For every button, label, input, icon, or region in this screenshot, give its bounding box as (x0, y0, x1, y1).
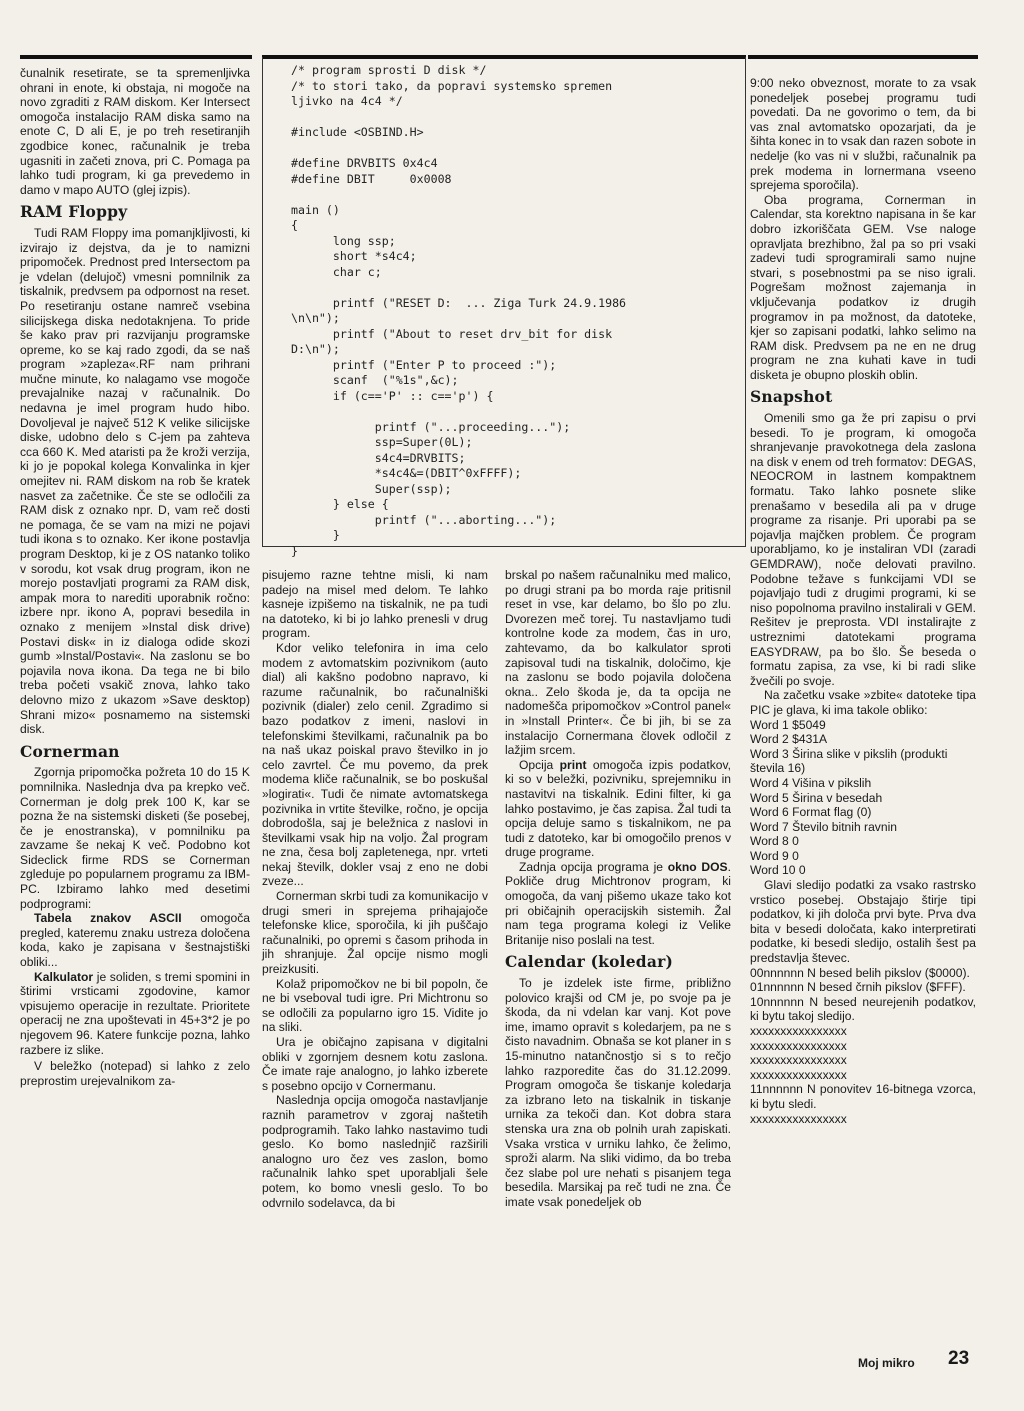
code-line: } (291, 543, 298, 558)
code-line: printf ("...proceeding..."); (291, 419, 571, 434)
col2-p1: pisujemo razne tehtne misli, ki nam padejo na misel med delom. Te lahko kasneje izpišemo na tiskalnik, ne pa tudi na datoteko, ki bi jo lahko prenesli v drug program. (262, 568, 488, 641)
column-1 (20, 66, 250, 1088)
code-line: Super(ssp); (291, 481, 452, 496)
code-line: ssp=Super(0L); (291, 435, 473, 449)
heading-snapshot: Snapshot (750, 387, 833, 407)
col4-snap-p2: Na začetku vsake »zbite« datoteke tipa PIC je glava, ki ima takole obliko: (750, 688, 976, 717)
col1-cornerman-paragraph: Zgornja pripomočka požreta 10 do 15 K pomnilnika. Naslednja dva pa krepko več. Cornerman je dolg prek 100 K, kar se pozna že na sistemski disketi (še posebej, če je enostranska), v pomnilniku pa zavzame še nekaj K več. Podobno kot Sideclick firme RDS se Cornerman zgleduje po popularnem programu za IBM-PC. Izbiramo lahko med desetimi podprogrami: (20, 765, 250, 911)
code-line: long ssp; (291, 233, 396, 248)
col4-code2: 01nnnnnn N besed črnih pikslov ($FFF). (750, 980, 966, 995)
code-line: printf ("RESET D: ... Ziga Turk 24.9.1986 (291, 295, 627, 310)
col1-ascii-paragraph (20, 911, 250, 969)
magazine-name: Moj mikro (858, 1356, 915, 1370)
code-line: *s4c4&=(DBIT^0xFFFF); (291, 466, 522, 480)
col4-p2: Oba programa, Cornerman in Calendar, sta korektno napisana in še kar dobro izkoriščata GEM. Vse naloge opravljata brezhibno, žal pa so pri vsaki zadevi tudi sprogramirali samo nujne stvari, s posebnostmi pa se niso igrali. Pogrešam možnost zajemanja in vključevanja podatkov iz drugih programov in pa možnost, da datoteke, kjer so zapisani podatki, lahko selimo na RAM disk. Predvsem pa ne en ne drug program ne zna kuhati kave in tudi disketa je obupno ploskih oblin. (750, 192, 976, 382)
code-line: \n\n"); (291, 311, 340, 325)
code-line: #define DBIT 0x0008 (291, 171, 452, 186)
pic-header-word: Word 5 Širina v besedah (750, 790, 883, 805)
ascii-label: Tabela znakov ASCII (34, 911, 182, 926)
code-line (291, 280, 745, 296)
code-line: #include <OSBIND.H> (291, 125, 424, 139)
code-line (291, 404, 745, 420)
dos-pre: Zadnja opcija programa je (519, 859, 668, 874)
code-text (291, 63, 745, 559)
col4-snap-p1: Omenili smo ga že pri zapisu o prvi besedi. To je program, ki omogoča shranjevanje pravokotnega dela zaslona na disk v enem od treh formatov: DEGAS, NEOCROM in lastnem kompaktnem formatu. Tako lahko posnete slike prenašamo v besedila ali pa v druge programe za risanje. Pri uporabi pa se pojavlja majčken problem. Če program uporabljamo, ko je instaliran VDI (zaradi GEMDRAW), noče delovati pravilno. Podobne težave s funkcijami VDI se pojavljajo tudi z drugimi programi, ki se niso popolnoma pravilno instalirali v GEM. Rešitev je preprosta. VDI instalirajte z ustreznimi datotekami programa EASYDRAW, pa bo šlo. Še beseda o formatu zapisa, za vse, ki bi radi slike žvečili po svoje. (750, 411, 976, 688)
heading-calendar: Calendar (koledar) (505, 952, 673, 972)
pic-header-word: Word 4 Višina v pikslih (750, 775, 872, 790)
heading-cornerman: Cornerman (20, 741, 120, 761)
col2-p5: Ura je običajno zapisana v digitalni obliki v zgornjem desnem kotu zaslona. Če imate raje analogno, jo lahko izberete s posebno opcijo v Cornermanu. (262, 1035, 488, 1093)
x-pattern-row: xxxxxxxxxxxxxxxx (750, 1053, 847, 1068)
top-rule-right (748, 55, 978, 59)
pic-header-word: Word 10 0 (750, 863, 806, 878)
dos-text: . Pokliče drug Michtronov program, ki omogoča, da vanj pišemo ukaze tako kot pri običajnih operacijskih sistemih. Žal nam tega programa kolegi iz Velike Britanije niso poslali na test. (505, 859, 731, 947)
code-line: if (c=='P' :: c=='p') { (291, 388, 494, 403)
pic-header-words (750, 718, 976, 879)
code-line: } else { (291, 497, 389, 511)
pic-header-word: Word 9 0 (750, 848, 799, 863)
col1-notepad-paragraph: V beležko (notepad) si lahko z zelo preprostim urejevalnikom za- (20, 1059, 250, 1088)
pic-header-word: Word 7 Število bitnih ravnin (750, 819, 897, 834)
col4-p1: 9:00 neko obveznost, morate to za vsak ponedeljek posebej programu tudi povedati. Da ne govorimo o tem, da bi vas znal avtomatsko opozarjati, da je šihta konec in to vsak dan razen sobote in nedelje (ko vas ni v službi, računalnik pa prek modema in lornermana vseeno sprejema sporočila). (750, 76, 976, 193)
col2-p4: Kolaž pripomočkov ne bi bil popoln, če ne bi vseboval tudi igre. Pri Michtronu so se odločili za popularno igro 15. Vidite jo na sliki. (262, 976, 488, 1035)
code-line: scanf ("%1s",&c); (291, 373, 459, 387)
code-listing (262, 57, 746, 558)
col2-p3: Cornerman skrbi tudi za komunikacijo v drugi smeri in sprejema prihajajoče telefonske klice, sporočila, ki jih puščajo računalniki, po opremi s časom prihoda in jih shranjuje. Žal opcije nismo mogli preizkusiti. (262, 889, 488, 977)
code-line: short *s4c4; (291, 249, 417, 263)
pic-header-word: Word 1 $5049 (750, 717, 826, 732)
col3-calendar-paragraph: To je izdelek iste firme, približno polovico krajši od CM je, po svoje pa je škoda, da ni vdelan kar vanj. Kot pove ime, imamo opravit s koledarjem, pa ne s čisto navadnim. Obnaša se kot planer in s 15-minutno natančnostjo si s to rečjo lahko razporedite čas do 31.12.2099. Program omogoča še tiskanje koledarja za izbrano leto na tiskalnik in tiskanje urnika za tekoči dan. Kot dobra stara stenska ura zna ob polnih urah zapiskati. Vsaka vrstica v urniku lahko, če želimo, sproži alarm. Na sliki vidimo, da bo treba čez slabe pol ure nehati s pisanjem tega besedila. Marsikaj pa reč tudi ne zna. Če imate vsak ponedeljek ob (505, 976, 731, 1209)
code-line: printf ("About to reset drv_bit for disk (291, 326, 613, 341)
col2-p6: Naslednja opcija omogoča nastavljanje raznih parametrov v zgoraj naštetih podprogramih. Tako lahko nastavimo tudi geslo. Ko bomo naslednjič razširili analogno uro čez ves zaslon, bomo računalnik lahko spet uporabljali šele potem, ko bomo vnesli geslo. To bo odvrnilo sodelavca, da bi (262, 1093, 488, 1210)
col4-code1: 00nnnnnn N besed belih pikslov ($0000). (750, 965, 970, 980)
column-2 (262, 568, 488, 1210)
print-label: print (559, 757, 587, 772)
code-line (291, 187, 745, 203)
code-line (291, 141, 745, 157)
code-line: printf ("Enter P to proceed :"); (291, 357, 557, 372)
col1-ram-paragraph: Tudi RAM Floppy ima pomanjkljivosti, ki izvirajo iz dejstva, da je to namizni pripomoček. Prednost pred Intersectom pa je vdelan (delujoč) vmesni pomnilnik za tiskalnik, predvsem pa odpornost na reset. Po resetiranju ostane namreč vsebina silicijskega diska nedotaknjena. To pride še kako prav pri razvijanju programske opreme, ko se kaj rado zgodi, da se naš program »zapleza«.RF nam prihrani mučne minute, ko nalagamo vse mogoče prevajalnike nazaj v računalnik. Do nedavna je imel program hudo hibo. Dovoljeval je največ 512 K velike silicijske diske, udobno delo s C-jem pa zahteva cca 660 K. Med ataristi pa že kroži verzija, ki jo je popokal kolega Konvalinka in kjer omejitev ni. RAM diskom na rob še kratek nasvet za začetnike. Če ste se odločili za RAM disk z oznako npr. D, vam reč dosti ne pomaga, če se vam na mizi ne pojavi tudi ikona s to oznako. Ker ikone postavlja program Desktop, ki je z OS natanko toliko v sorodu, kot vsak drug program, ikon ne morejo postavljati programi za RAM disk, ampak mora to narediti uporabnik ročno: izbere npr. ikono A, popravi besedila in oznako z menijem »Instal disk drive) Postavi disk« in iz dialoga odide skozi gumb »Instal/Postavi«. Na zaslonu se bo pojavila nova ikona. Da tega ne bi bilo treba početi vsakič znova, lahko tako delovno mizo z ukazom »Save desktop) Shrani mizo« posnamemo na sistemski disk. (20, 225, 250, 737)
code-line: D:\n"); (291, 342, 340, 356)
ascii-text: omogoča pregled, kateremu znaku ustreza določena koda, kako je zapisana v šestnajstiški obliki... (20, 911, 250, 970)
col1-calc-paragraph (20, 970, 250, 1058)
col4-snap-p3: Glavi sledijo podatki za vsako rastrsko vrstico posebej. Obstajajo štirje tipi podatkov, ki jih določa prvi byte. Prva dva bita v besedi določata, kako interpretirati podatke, ki besedi sledijo, ostalih šest pa predstavlja števec. (750, 878, 976, 966)
x-pattern-last: xxxxxxxxxxxxxxxx (750, 1111, 847, 1126)
column-4 (750, 76, 976, 1126)
col3-p1: brskal po našem računalniku med malico, po drugi strani pa bo morda raje pritisnil reset in vse, kar delamo, bo šlo po zlu. Dvorezen meč torej. Tu nastavljamo tudi kontrolne kode za modem, čas in uro, zahtevamo, da bo kalkulator sproti zapisoval tudi na tiskalnik, določimo, kje na zaslonu se bodo pojavila določena okna.. Zelo škoda je, da ta opcija ne nadomešča pripomočkov »Control panel« in »Install Printer«. Če bi jih, bi se za instalacijo Cornermana človek odločil z lažjim srcem. (505, 568, 731, 758)
code-line: char c; (291, 264, 382, 279)
pic-header-word: Word 8 0 (750, 834, 799, 849)
dos-label: okno DOS (667, 859, 728, 874)
top-rule-left (20, 55, 252, 59)
print-text: omogoča izpis podatkov, ki so v beležki, pozivniku, sprejemniku in nastavitvi na tiskalnik. Edini filter, ki ga lahko postavimo, je čas zapisa. Žal tudi ta opcija deluje samo s tiskalnikom, ne pa tudi z datoteko, kar bi omogočilo prenos v druge programe. (505, 757, 731, 860)
page-number: 23 (948, 1348, 970, 1369)
x-pattern-rows (750, 1024, 976, 1082)
code-line: /* program sprosti D disk */ (291, 63, 487, 77)
col4-code4: 11nnnnnn N ponovitev 16-bitnega vzorca, ki bytu sledi. (750, 1082, 976, 1111)
col4-code3: 10nnnnnn N besed neurejenih podatkov, ki bytu takoj sledijo. (750, 994, 976, 1024)
code-line: ljivko na 4c4 */ (291, 94, 403, 108)
code-line: } (291, 528, 340, 542)
col3-print-paragraph (505, 758, 731, 860)
col1-intro: čunalnik resetirate, se ta spremenljivka ohrani in enote, ki obstaja, ni mogoče na novo zgraditi z RAM diskom. Ker Intersect omogoča instalacijo RAM diska samo na enote C, D ali E, je po treh resetiranjih zgodbice konec, računalnik je treba ugasniti in začeti znova, pri C. Pomaga pa lahko tudi program, ki ga prevedemo in damo v mapo AUTO (glej izpis). (20, 66, 250, 197)
pic-header-word: Word 6 Format flag (0) (750, 805, 872, 820)
calc-text: je soliden, s tremi spomini in štirimi vrsticami zgodovine, kamor vpisujemo operacije in rezultate. Prioritete operacij ne zna upoštevati in 45+3*2 je po njegovem 96. Katere funkcije pozna, lahko razbere iz slike. (20, 969, 250, 1057)
col3-dos-paragraph (505, 860, 731, 948)
code-line: /* to stori tako, da popravi systemsko spremen (291, 78, 613, 93)
code-line: { (291, 218, 298, 232)
x-pattern-row: xxxxxxxxxxxxxxxx (750, 1067, 847, 1082)
code-line: s4c4=DRVBITS; (291, 450, 466, 465)
x-pattern-row: xxxxxxxxxxxxxxxx (750, 1024, 847, 1038)
pic-header-word: Word 2 $431A (750, 732, 828, 747)
col2-p2: Kdor veliko telefonira in ima celo modem z avtomatskim pozivnikom (auto dial) ali kakšno podobno napravo, ki razume računalnik, bo računalniški pozivnik (dialer) zelo cenil. Zgradimo si bazo podatkov z imeni, naslovi in telefonskimi številkami, računalnik pa bo na naš ukaz poiskal pravo številko in jo celo zavrtel. Če mu povemo, da prek modema kliče računalnik, se bo poskušal »logirati«. Tudi če nimate avtomatskega pozivnika in vrtite številke, ročno, je opcija dobrodošla, saj je beležnica z naslovi in številkami vsak hip na voljo. Žal program ne zna, česa bolj zapletenega, npr. vrteti nekaj številk, dokler vsaj z eno ne dobi zveze... (262, 640, 488, 889)
code-line: #define DRVBITS 0x4c4 (291, 156, 438, 170)
x-pattern-row: xxxxxxxxxxxxxxxx (750, 1038, 847, 1053)
print-pre: Opcija (519, 757, 560, 772)
pic-header-word: Word 3 Širina slike v pikslih (produkti števila 16) (750, 746, 948, 776)
calc-label: Kalkulator (34, 969, 94, 984)
code-line: printf ("...aborting..."); (291, 512, 557, 527)
code-line: main () (291, 202, 340, 217)
column-3 (505, 568, 731, 1210)
heading-ram-floppy: RAM Floppy (20, 202, 128, 222)
code-line (291, 110, 745, 126)
